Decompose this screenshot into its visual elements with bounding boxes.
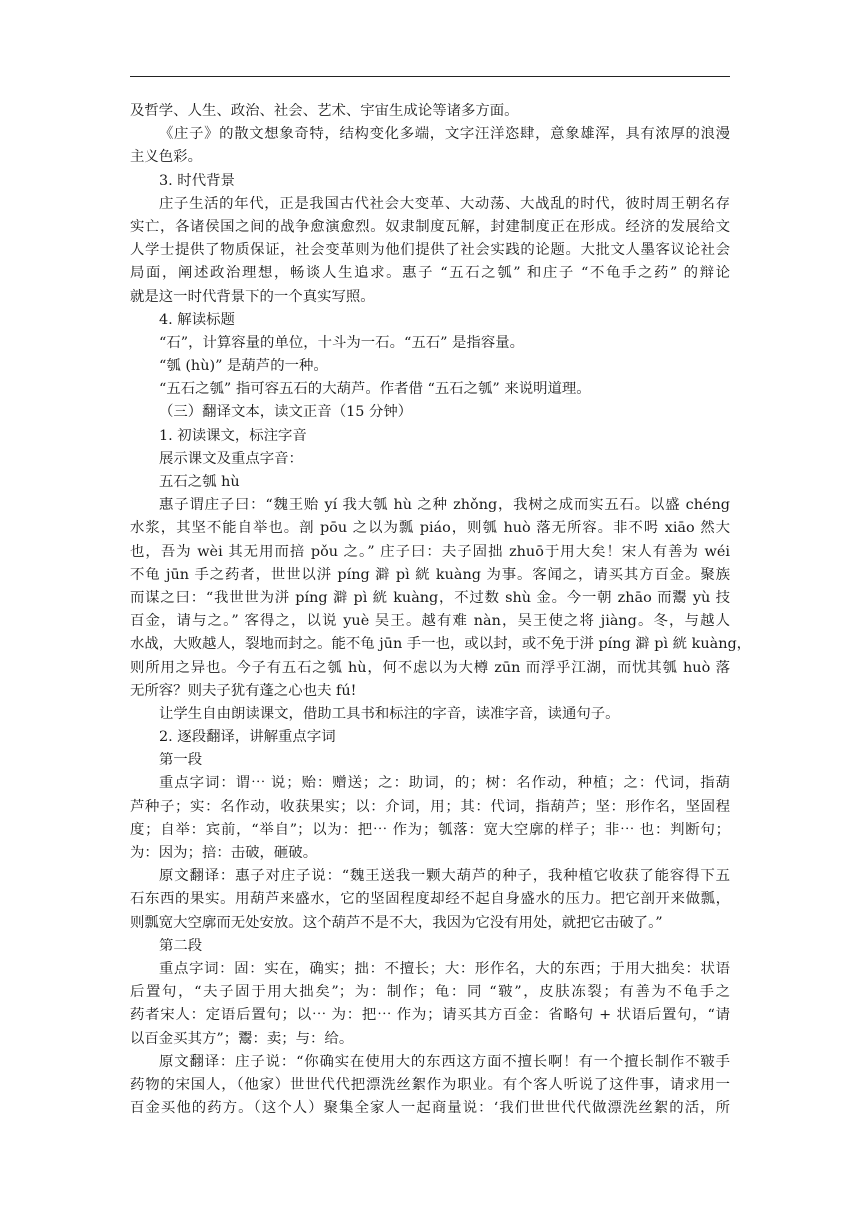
text-line: 惠子谓庄子曰：“魏王贻 yí 我大瓠 hù 之种 zhǒng，我树之成而实五石。以盛 chéng <box>159 497 730 514</box>
text-line: 局面，阐述政治理想，畅谈人生追求。惠子 “五石之瓠” 和庄子 “不龟手之药” 的辩论 <box>130 265 730 282</box>
text-line: 度；自举：宾前，“举自”；以为：把⋯ 作为；瓠落：宽大空廓的样子；非⋯ 也：判断句； <box>130 821 730 838</box>
text-line: 以百金买其方”；鬻：卖；与：给。 <box>130 1030 354 1047</box>
text-line: 3. 时代背景 <box>159 172 235 189</box>
text-line: 芦种子；实：名作动，收获果实；以：介词，用；其：代词，指葫芦；坚：形作名，坚固程 <box>130 798 730 815</box>
text-line: 药物的宋国人，（他家）世世代代把漂洗丝絮作为职业。有个客人听说了这件事，请求用一 <box>130 1076 730 1093</box>
text-line: 无所容？则夫子犹有蓬之心也夫 fú! <box>130 682 357 699</box>
text-line: 第二段 <box>159 937 203 954</box>
text-line: 水浆，其坚不能自举也。剖 pōu 之以为瓢 piáo，则瓠 huò 落无所容。非不呺 xiāo 然大 <box>130 520 730 537</box>
text-line: 主义色彩。 <box>130 149 202 166</box>
text-line: 1. 初读课文，标注字音 <box>159 427 307 444</box>
text-line: 及哲学、人生、政治、社会、艺术、宇宙生成论等诸多方面。 <box>130 103 519 119</box>
text-line: 第一段 <box>159 752 203 769</box>
text-line: 也，吾为 wèi 其无用而掊 pǒu 之。” 庄子曰：夫子固拙 zhuō于用大矣！宋人有善为 wéi <box>130 543 730 560</box>
text-line: 水战，大败越人，裂地而封之。能不龟 jūn 手一也，或以封，或不免于洴 píng 澼 pì 絖 kuàng， <box>130 636 752 653</box>
text-line: 2. 逐段翻译，讲解重点字词 <box>159 729 336 746</box>
text-line: （三）翻译文本，读文正音（15 分钟） <box>159 404 413 421</box>
text-line: 原文翻译：惠子对庄子说：“魏王送我一颗大葫芦的种子，我种植它收获了能容得下五 <box>159 868 730 885</box>
text-line: 百金买他的药方。（这个人）聚集全家人一起商量说：‘我们世世代代做漂洗丝絮的活，所 <box>130 1100 730 1117</box>
text-line: “瓠 (hù)” 是葫芦的一种。 <box>159 358 328 375</box>
text-line: 重点字词：固：实在，确实；拙：不擅长；大：形作名，大的东西；于用大拙矣：状语 <box>159 960 730 977</box>
text-line: 五石之瓠 hù <box>159 474 240 490</box>
text-line: 后置句，“夫子固于用大拙矣”；为：制作；龟：同 “皲”，皮肤冻裂；有善为不龟手之 <box>130 984 730 1001</box>
text-line: 则所用之异也。今子有五石之瓠 hù，何不虑以为大樽 zūn 而浮乎江湖，而忧其瓠 huò 落 <box>130 659 730 676</box>
text-line: 百金，请与之。” 客得之，以说 yuè 吴王。越有难 nàn，吴王使之将 jiàng。冬，与越人 <box>130 613 730 630</box>
text-line: 庄子生活的年代，正是我国古代社会大变革、大动荡、大战乱的时代，彼时周王朝名存 <box>159 195 730 212</box>
text-line: 为：因为；掊：击破，砸破。 <box>130 845 318 861</box>
text-line: 实亡，各诸侯国之间的战争愈演愈烈。奴隶制度瓦解，封建制度正在形成。经济的发展给文 <box>130 218 730 235</box>
header-rule <box>130 76 730 77</box>
text-line: 原文翻译：庄子说：“你确实在使用大的东西这方面不擅长啊！有一个擅长制作不皲手 <box>159 1053 730 1070</box>
text-line: 重点字词：谓⋯ 说；贻：赠送；之：助词，的；树：名作动，种植；之：代词，指葫 <box>159 775 730 792</box>
text-line: 石东西的果实。用葫芦来盛水，它的坚固程度却经不起自身盛水的压力。把它剖开来做瓢， <box>130 891 730 908</box>
text-line: 不龟 jūn 手之药者，世世以洴 píng 澼 pì 絖 kuàng 为事。客闻之，请买其方百金。聚族 <box>130 566 730 583</box>
text-line: 则瓢宽大空廓而无处安放。这个葫芦不是不大，我因为它没有用处，就把它击破了。” <box>130 914 663 931</box>
text-line: 就是这一时代背景下的一个真实写照。 <box>130 288 375 305</box>
text-line: 展示课文及重点字音： <box>159 450 303 467</box>
text-line: 《庄子》的散文想象奇特，结构变化多端，文字汪洋恣肆，意象雄浑，具有浓厚的浪漫 <box>159 126 730 143</box>
document-body <box>130 100 752 1120</box>
text-line: 4. 解读标题 <box>159 311 235 328</box>
text-line: “五石之瓠” 指可容五石的大葫芦。作者借 “五石之瓠” 来说明道理。 <box>159 381 591 398</box>
text-line: 让学生自由朗读课文，借助工具书和标注的字音，读准字音，读通句子。 <box>159 705 620 722</box>
text-line: 而谋之曰：“我世世为洴 píng 澼 pì 絖 kuàng，不过数 shù 金。今一朝 zhāo 而鬻 yù 技 <box>130 589 730 606</box>
text-line: 药者宋人：定语后置句；以⋯ 为：把⋯ 作为；请买其方百金：省略句 + 状语后置句，“请 <box>130 1007 730 1024</box>
text-line: 人学士提供了物质保证，社会变革则为他们提供了社会实践的论题。大批文人墨客议论社会 <box>130 242 730 259</box>
text-line: “石”，计算容量的单位，十斗为一石。“五石” 是指容量。 <box>159 334 524 351</box>
